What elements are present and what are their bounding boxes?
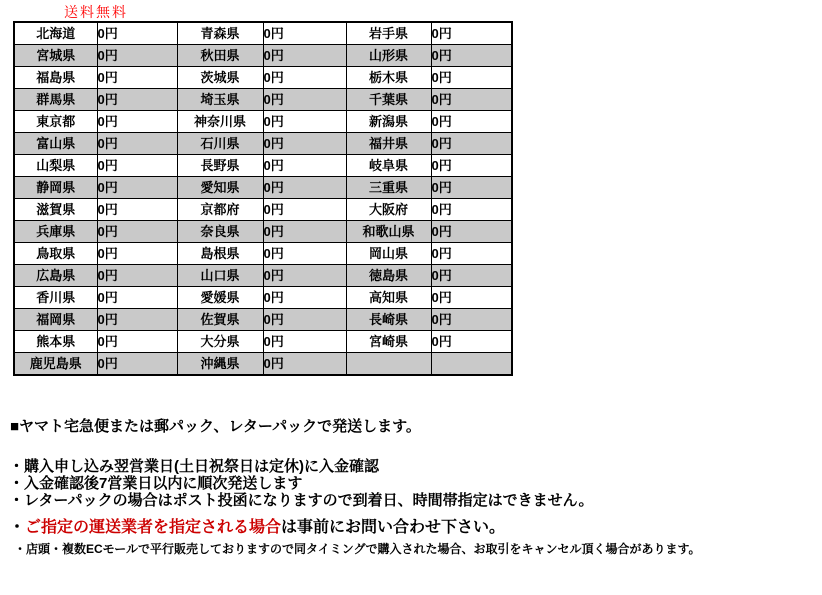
courier-bullet-prefix: ・	[9, 519, 26, 536]
fee-cell: 0円	[431, 89, 512, 111]
prefecture-cell: 石川県	[177, 133, 263, 155]
prefecture-cell: 岡山県	[346, 243, 431, 265]
prefecture-cell: 長崎県	[346, 309, 431, 331]
prefecture-cell: 新潟県	[346, 111, 431, 133]
prefecture-cell: 宮城県	[14, 45, 97, 67]
prefecture-cell: 宮崎県	[346, 331, 431, 353]
fee-table-row	[14, 67, 512, 89]
shipping-notes-list	[9, 458, 594, 509]
fee-cell: 0円	[431, 155, 512, 177]
prefecture-cell: 千葉県	[346, 89, 431, 111]
prefecture-cell: 北海道	[14, 22, 97, 45]
fee-table-row	[14, 265, 512, 287]
prefecture-cell: 長野県	[177, 155, 263, 177]
fee-cell: 0円	[263, 199, 346, 221]
fee-cell: 0円	[263, 89, 346, 111]
free-shipping-label: 送料無料	[64, 4, 128, 20]
prefecture-cell: 山口県	[177, 265, 263, 287]
fee-cell: 0円	[431, 221, 512, 243]
fee-cell: 0円	[263, 243, 346, 265]
fee-cell: 0円	[97, 22, 177, 45]
prefecture-cell: 山梨県	[14, 155, 97, 177]
fee-cell: 0円	[431, 309, 512, 331]
prefecture-cell: 茨城県	[177, 67, 263, 89]
prefecture-cell: 滋賀県	[14, 199, 97, 221]
shipping-fee-table-body	[14, 22, 512, 375]
prefecture-cell: 福島県	[14, 67, 97, 89]
fee-cell: 0円	[97, 89, 177, 111]
fee-table-row	[14, 309, 512, 331]
fee-cell: 0円	[97, 155, 177, 177]
fee-cell: 0円	[97, 353, 177, 376]
prefecture-cell: 鹿児島県	[14, 353, 97, 376]
fee-table-row	[14, 45, 512, 67]
fee-cell: 0円	[431, 287, 512, 309]
fee-table-row	[14, 111, 512, 133]
fee-table-row	[14, 199, 512, 221]
fee-cell: 0円	[431, 111, 512, 133]
fee-cell: 0円	[431, 133, 512, 155]
fee-cell: 0円	[431, 67, 512, 89]
prefecture-cell: 群馬県	[14, 89, 97, 111]
note-cancellation-policy: ・店頭・複数ECモールで平行販売しておりますので同タイミングで購入された場合、お取引をキャンセル頂く場合があります。	[14, 542, 701, 556]
prefecture-cell: 岩手県	[346, 22, 431, 45]
fee-table-row	[14, 221, 512, 243]
fee-cell: 0円	[431, 243, 512, 265]
fee-cell: 0円	[263, 22, 346, 45]
fee-table-row	[14, 89, 512, 111]
fee-cell: 0円	[97, 67, 177, 89]
prefecture-cell: 鳥取県	[14, 243, 97, 265]
fee-cell: 0円	[263, 177, 346, 199]
prefecture-cell: 島根県	[177, 243, 263, 265]
fee-cell: 0円	[97, 265, 177, 287]
fee-table-row	[14, 243, 512, 265]
fee-cell: 0円	[263, 111, 346, 133]
fee-cell: 0円	[97, 199, 177, 221]
prefecture-cell: 佐賀県	[177, 309, 263, 331]
prefecture-cell: 愛知県	[177, 177, 263, 199]
prefecture-cell: 青森県	[177, 22, 263, 45]
prefecture-cell: 神奈川県	[177, 111, 263, 133]
fee-cell: 0円	[263, 45, 346, 67]
shipping-fee-table	[13, 21, 513, 376]
fee-cell: 0円	[97, 177, 177, 199]
fee-cell: 0円	[263, 309, 346, 331]
prefecture-cell: 静岡県	[14, 177, 97, 199]
prefecture-cell: 秋田県	[177, 45, 263, 67]
prefecture-cell: 京都府	[177, 199, 263, 221]
fee-cell: 0円	[431, 199, 512, 221]
fee-cell	[431, 353, 512, 376]
courier-request-highlight: ご指定の運送業者を指定される場合	[25, 519, 282, 536]
fee-table-row	[14, 331, 512, 353]
prefecture-cell: 福岡県	[14, 309, 97, 331]
shipping-method-heading: ■ヤマト宅急便または郵パック、レターパックで発送します。	[10, 418, 421, 435]
prefecture-cell: 栃木県	[346, 67, 431, 89]
fee-cell: 0円	[97, 111, 177, 133]
prefecture-cell: 大阪府	[346, 199, 431, 221]
fee-cell: 0円	[263, 265, 346, 287]
prefecture-cell: 徳島県	[346, 265, 431, 287]
prefecture-cell: 岐阜県	[346, 155, 431, 177]
fee-cell: 0円	[263, 221, 346, 243]
fee-table-row	[14, 287, 512, 309]
fee-table-row	[14, 133, 512, 155]
prefecture-cell: 香川県	[14, 287, 97, 309]
prefecture-cell: 埼玉県	[177, 89, 263, 111]
prefecture-cell: 熊本県	[14, 331, 97, 353]
fee-cell: 0円	[263, 353, 346, 376]
prefecture-cell	[346, 353, 431, 376]
prefecture-cell: 福井県	[346, 133, 431, 155]
fee-cell: 0円	[97, 309, 177, 331]
prefecture-cell: 広島県	[14, 265, 97, 287]
fee-table-row	[14, 155, 512, 177]
fee-cell: 0円	[97, 133, 177, 155]
prefecture-cell: 奈良県	[177, 221, 263, 243]
fee-table-row	[14, 353, 512, 376]
prefecture-cell: 東京都	[14, 111, 97, 133]
fee-cell: 0円	[97, 221, 177, 243]
courier-request-rest: は事前にお問い合わせ下さい。	[281, 519, 506, 536]
fee-cell: 0円	[97, 287, 177, 309]
fee-cell: 0円	[97, 331, 177, 353]
fee-table-row	[14, 22, 512, 45]
fee-cell: 0円	[97, 45, 177, 67]
note-courier-request	[9, 514, 505, 537]
fee-table-row	[14, 177, 512, 199]
note-letterpack-delivery: ・レターパックの場合はポスト投函になりますので到着日、時間帯指定はできません。	[9, 492, 594, 509]
fee-cell: 0円	[263, 67, 346, 89]
fee-cell: 0円	[431, 22, 512, 45]
note-dispatch-schedule: ・入金確認後7営業日以内に順次発送します	[9, 475, 303, 492]
prefecture-cell: 沖縄県	[177, 353, 263, 376]
prefecture-cell: 三重県	[346, 177, 431, 199]
prefecture-cell: 和歌山県	[346, 221, 431, 243]
prefecture-cell: 富山県	[14, 133, 97, 155]
prefecture-cell: 山形県	[346, 45, 431, 67]
prefecture-cell: 高知県	[346, 287, 431, 309]
fee-cell: 0円	[263, 155, 346, 177]
prefecture-cell: 兵庫県	[14, 221, 97, 243]
fee-cell: 0円	[431, 177, 512, 199]
fee-cell: 0円	[431, 45, 512, 67]
prefecture-cell: 大分県	[177, 331, 263, 353]
fee-cell: 0円	[263, 287, 346, 309]
fee-cell: 0円	[263, 133, 346, 155]
prefecture-cell: 愛媛県	[177, 287, 263, 309]
fee-cell: 0円	[431, 265, 512, 287]
fee-cell: 0円	[263, 331, 346, 353]
note-payment-confirmation: ・購入申し込み翌営業日(土日祝祭日は定休)に入金確認	[9, 458, 379, 475]
fee-cell: 0円	[431, 331, 512, 353]
fee-cell: 0円	[97, 243, 177, 265]
